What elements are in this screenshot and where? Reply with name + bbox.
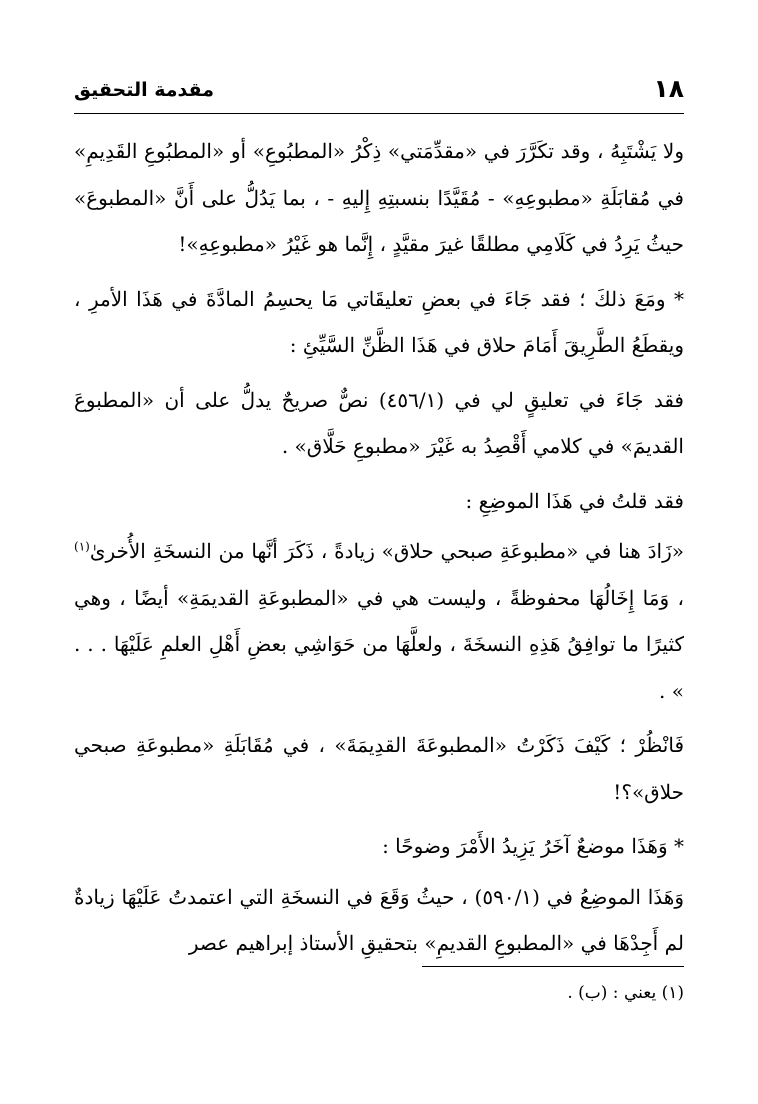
paragraph-another-place: * وَهَذَا موضعٌ آخَرُ يَزِيدُ الأَمْرَ وضوحًا : bbox=[382, 834, 684, 858]
quote-text-end: ، وَمَا إِخَالُهَا محفوظةً ، وليست هي في «المطبوعَةِ القديمَةِ» أيضًا ، وهي كثيرًا ما توافِقُ هَذِهِ النسخَةَ ، ولعلَّهَا من حَوَاشِي بعضِ أَهْلِ العلمِ عَلَيْهَا . . . » . bbox=[74, 585, 684, 703]
header-rule bbox=[74, 113, 684, 114]
running-title: مقدمة التحقيق bbox=[74, 79, 214, 101]
footnote-reference: (١) bbox=[74, 539, 90, 554]
paragraph-printed-editions: ولا يَشْتَبِهُ ، وقد تكَرَّرَ في «مقدِّمَتي» ذِكْرُ «المطبُوعِ» أو «المطبُوعِ القَدِيمِ» في مُقابَلَةِ «مطبوعِهِ» - مُقَيَّدًا بنسبتِهِ إِليهِ - ، بما يَدُلُّ على أَنَّ «المطبوعَ» حيثُ يَرِدُ في كَلَامِي مطلقًا غيرَ مقيَّدٍ ، إِنَّما هو غَيْرُ «مطبوعِهِ»! bbox=[74, 139, 684, 256]
page-number: ١٨ bbox=[653, 74, 684, 103]
paragraph-quote-intro: فقد قلتُ في هَذَا الموضِعِ : bbox=[465, 488, 684, 513]
main-text bbox=[74, 128, 684, 975]
page-header bbox=[74, 72, 684, 110]
paragraph-comments: * ومَعَ ذلكَ ؛ فقد جَاءَ في بعضِ تعليقَاتي مَا يحسِمُ المادَّةَ في هَذَا الأمرِ ، ويقطَعُ الطَّرِيقَ أَمَامَ حلاق في هَذَا الظَّنِّ السَّيِّئِ : bbox=[74, 286, 684, 357]
paragraph-look: فَانْظُرْ ؛ كَيْفَ ذَكَرْتُ «المطبوعَةَ القدِيمَةَ» ، في مُقَابَلَةِ «مطبوعَةِ صبحي حلاق»؟! bbox=[74, 733, 684, 804]
quote-text-start: «زَادَ هنا في «مطبوعَةِ صبحي حلاق» زيادةً ، ذَكَرَ أنَّها من النسخَةِ الأُخرىٰ bbox=[89, 539, 684, 563]
footnote-rule bbox=[422, 966, 684, 967]
paragraph-explicit-text: فقد جَاءَ في تعليقٍ لي في (٤٥٦/١) نصٌّ صريحٌ يدلُّ على أن «المطبوعَ القديمَ» في كلامي أَقْصِدُ به غَيْرَ «مطبوعِ حَلَّاق» . bbox=[74, 387, 684, 458]
footnote: (١) يعني : (ب) . bbox=[567, 983, 684, 1003]
paragraph-this-place: وَهَذَا الموضِعُ في (٥٩٠/١) ، حيثُ وَقَعَ في النسخَةِ التي اعتمدتُ عَلَيْهَا زيادةٌ لم أَجِدْهَا في «المطبوعِ القديمِ» بتحقيقِ الأستاذ إبراهيم عصر bbox=[74, 884, 684, 955]
quoted-passage bbox=[74, 528, 684, 714]
